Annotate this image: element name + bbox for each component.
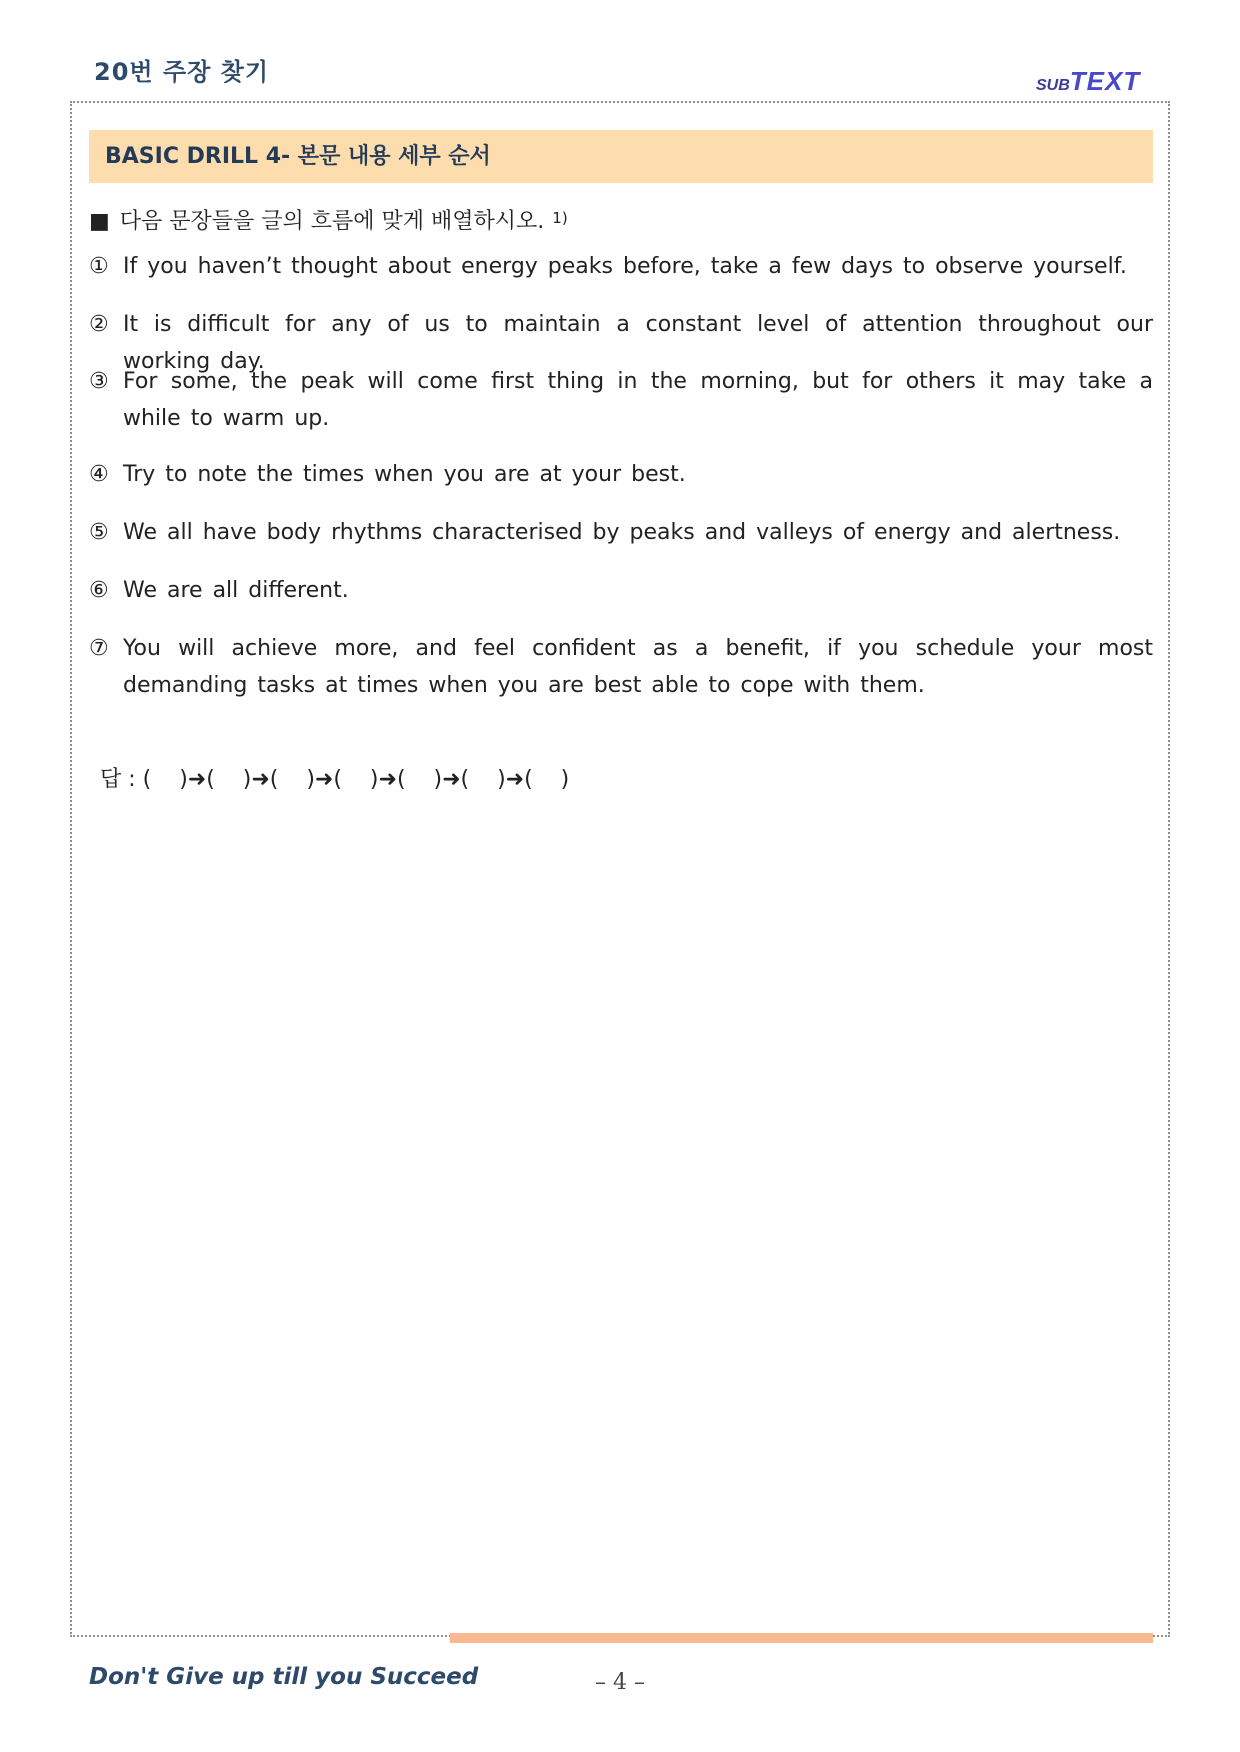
logo-sub: SUB xyxy=(1036,77,1070,94)
header-title: 20번 주장 찾기 xyxy=(94,58,270,86)
instruction-text: 다음 문장들을 글의 흐름에 맞게 배열하시오. xyxy=(119,209,545,234)
item-text: We all have body rhythms characterised by peaks and valleys of energy and alertness. xyxy=(123,520,1121,545)
sentence-item-4 xyxy=(89,456,1153,493)
sentence-item-5 xyxy=(89,514,1153,551)
item-text: It is difficult for any of us to maintain a constant level of attention throughout our working day. xyxy=(123,312,1153,374)
item-number: ⑥ xyxy=(89,578,109,603)
logo-text: TEXT xyxy=(1069,66,1141,96)
footnote-marker: 1) xyxy=(552,209,568,227)
sentence-item-6 xyxy=(89,572,1153,609)
footer-motto: Don't Give up till you Succeed xyxy=(89,1664,479,1690)
instruction xyxy=(89,204,568,235)
page-number: – 4 – xyxy=(595,1670,645,1695)
bottom-accent-bar xyxy=(450,1633,1153,1643)
item-text: We are all different. xyxy=(123,578,349,603)
answer-line: 답 : ( )➜( )➜( )➜( )➜( )➜( )➜( ) xyxy=(100,767,570,792)
item-text: For some, the peak will come first thing in the morning, but for others it may take a while to warm up. xyxy=(123,369,1153,431)
item-text: If you haven’t thought about energy peaks before, take a few days to observe yourself. xyxy=(123,254,1127,279)
item-text: You will achieve more, and feel confident as a benefit, if you schedule your most demanding tasks at times when you are best able to cope with them. xyxy=(123,636,1153,698)
subtext-logo xyxy=(1036,66,1140,97)
item-number: ⑤ xyxy=(89,520,109,545)
item-number: ③ xyxy=(89,369,109,394)
item-number: ① xyxy=(89,254,109,279)
square-bullet-icon: ■ xyxy=(89,209,110,234)
section-title: BASIC DRILL 4- 본문 내용 세부 순서 xyxy=(89,130,1153,183)
item-number: ② xyxy=(89,312,109,337)
item-text: Try to note the times when you are at your best. xyxy=(123,462,686,487)
sentence-item-3 xyxy=(89,363,1153,437)
sentence-item-7 xyxy=(89,630,1153,704)
sentence-item-1 xyxy=(89,248,1153,285)
item-number: ④ xyxy=(89,462,109,487)
item-number: ⑦ xyxy=(89,636,109,661)
